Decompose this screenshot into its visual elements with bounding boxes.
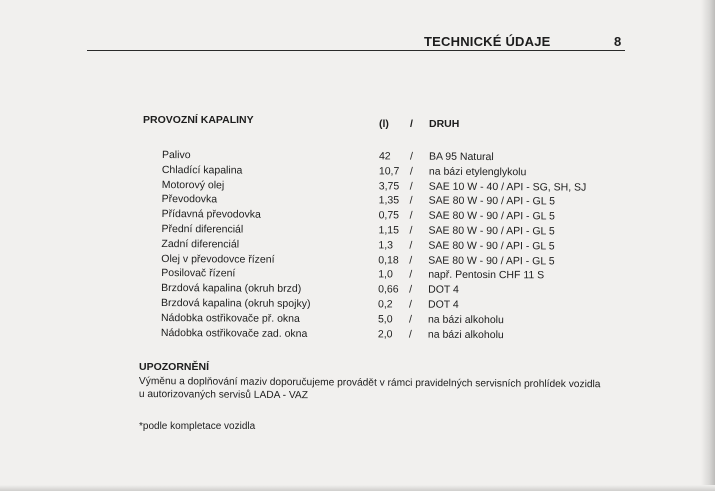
- fluid-type: SAE 80 W - 90 / API - GL 5: [428, 209, 555, 223]
- fluid-name: Chladící kapalina: [161, 163, 243, 177]
- fluid-name: Přídavná převodovka: [161, 208, 261, 221]
- fluid-separator: /: [409, 150, 413, 163]
- fluid-name: Přední diferenciál: [161, 222, 244, 236]
- fluid-separator: /: [408, 313, 412, 326]
- fluid-quantity: 5,0: [377, 313, 393, 326]
- fluid-type: na bázi alkoholu: [427, 313, 504, 326]
- fluid-quantity: 0,75: [378, 209, 400, 222]
- footnote: *podle kompletace vozidla: [139, 421, 256, 432]
- fluid-type: SAE 10 W - 40 / API - SG, SH, SJ: [428, 180, 587, 194]
- fluid-type: na bázi alkoholu: [427, 328, 504, 341]
- fluid-type: BA 95 Natural: [428, 150, 494, 164]
- fluid-name: Motorový olej: [161, 178, 225, 191]
- fluid-name: Nádobka ostřikovače zad. okna: [160, 326, 308, 340]
- column-header-separator: /: [410, 118, 413, 130]
- fluid-quantity: 0,66: [378, 283, 399, 296]
- fluid-separator: /: [409, 209, 413, 222]
- fluid-separator: /: [409, 254, 413, 267]
- fluid-name: Olej v převodovce řízení: [161, 252, 275, 266]
- fluid-separator: /: [409, 298, 413, 311]
- fluid-type: SAE 80 W - 90 / API - GL 5: [428, 224, 555, 238]
- fluid-type: SAE 80 W - 90 / API - GL 5: [428, 254, 555, 267]
- fluid-separator: /: [409, 239, 413, 252]
- page-header-title: TECHNICKÉ ÚDAJE: [424, 34, 551, 49]
- fluid-quantity: 3,75: [378, 179, 400, 193]
- fluid-separator: /: [409, 194, 413, 207]
- fluid-name: Brzdová kapalina (okruh spojky): [161, 296, 311, 310]
- fluid-separator: /: [409, 165, 413, 178]
- fluid-name: Nádobka ostřikovače př. okna: [160, 311, 300, 325]
- fluids-table: [0, 148, 715, 345]
- fluid-quantity: 1,15: [378, 224, 399, 237]
- fluid-name: Posilovač řízení: [161, 267, 236, 280]
- fluid-type: např. Pentosin CHF 11 S: [428, 269, 545, 282]
- section-title: PROVOZNÍ KAPALINY: [143, 114, 254, 126]
- fluid-name: Převodovka: [161, 193, 218, 206]
- fluid-separator: /: [408, 328, 412, 341]
- fluid-type: DOT 4: [428, 283, 459, 297]
- fluid-name: Zadní diferenciál: [161, 237, 240, 251]
- fluid-name: Palivo: [161, 149, 191, 162]
- warning-line: u autorizovaných servisů LADA - VAZ: [138, 388, 309, 402]
- fluid-separator: /: [409, 180, 413, 193]
- fluid-type: DOT 4: [428, 298, 459, 311]
- fluid-quantity: 10,7: [378, 165, 400, 178]
- fluid-separator: /: [409, 283, 413, 296]
- fluid-quantity: 1,3: [378, 239, 394, 252]
- fluid-quantity: 42: [378, 150, 391, 163]
- fluid-quantity: 0,18: [378, 253, 399, 267]
- page-number: 8: [614, 34, 622, 49]
- fluid-type: SAE 80 W - 90 / API - GL 5: [428, 239, 555, 253]
- fluid-quantity: 2,0: [377, 327, 393, 340]
- fluid-separator: /: [409, 268, 413, 281]
- column-header-quantity: (l): [379, 118, 389, 130]
- column-header-type: DRUH: [429, 118, 460, 130]
- fluid-name: Brzdová kapalina (okruh brzd): [161, 282, 302, 296]
- warning-line: Výměnu a doplňování maziv doporučujeme provádět v rámci pravidelných servisních prohlídek vozidla: [138, 375, 601, 391]
- fluid-separator: /: [409, 224, 413, 237]
- warning-title: UPOZORNĚNÍ: [139, 361, 210, 373]
- table-row: [0, 326, 714, 345]
- fluid-quantity: 1,35: [378, 194, 400, 207]
- fluid-type: SAE 80 W - 90 / API - GL 5: [428, 195, 555, 208]
- fluid-quantity: 1,0: [378, 268, 393, 281]
- page-bottom-shadow: [0, 485, 715, 491]
- warning-text: [139, 375, 639, 404]
- header-rule: [87, 50, 625, 51]
- fluid-type: na bázi etylenglykolu: [428, 165, 527, 179]
- fluid-quantity: 0,2: [378, 298, 393, 311]
